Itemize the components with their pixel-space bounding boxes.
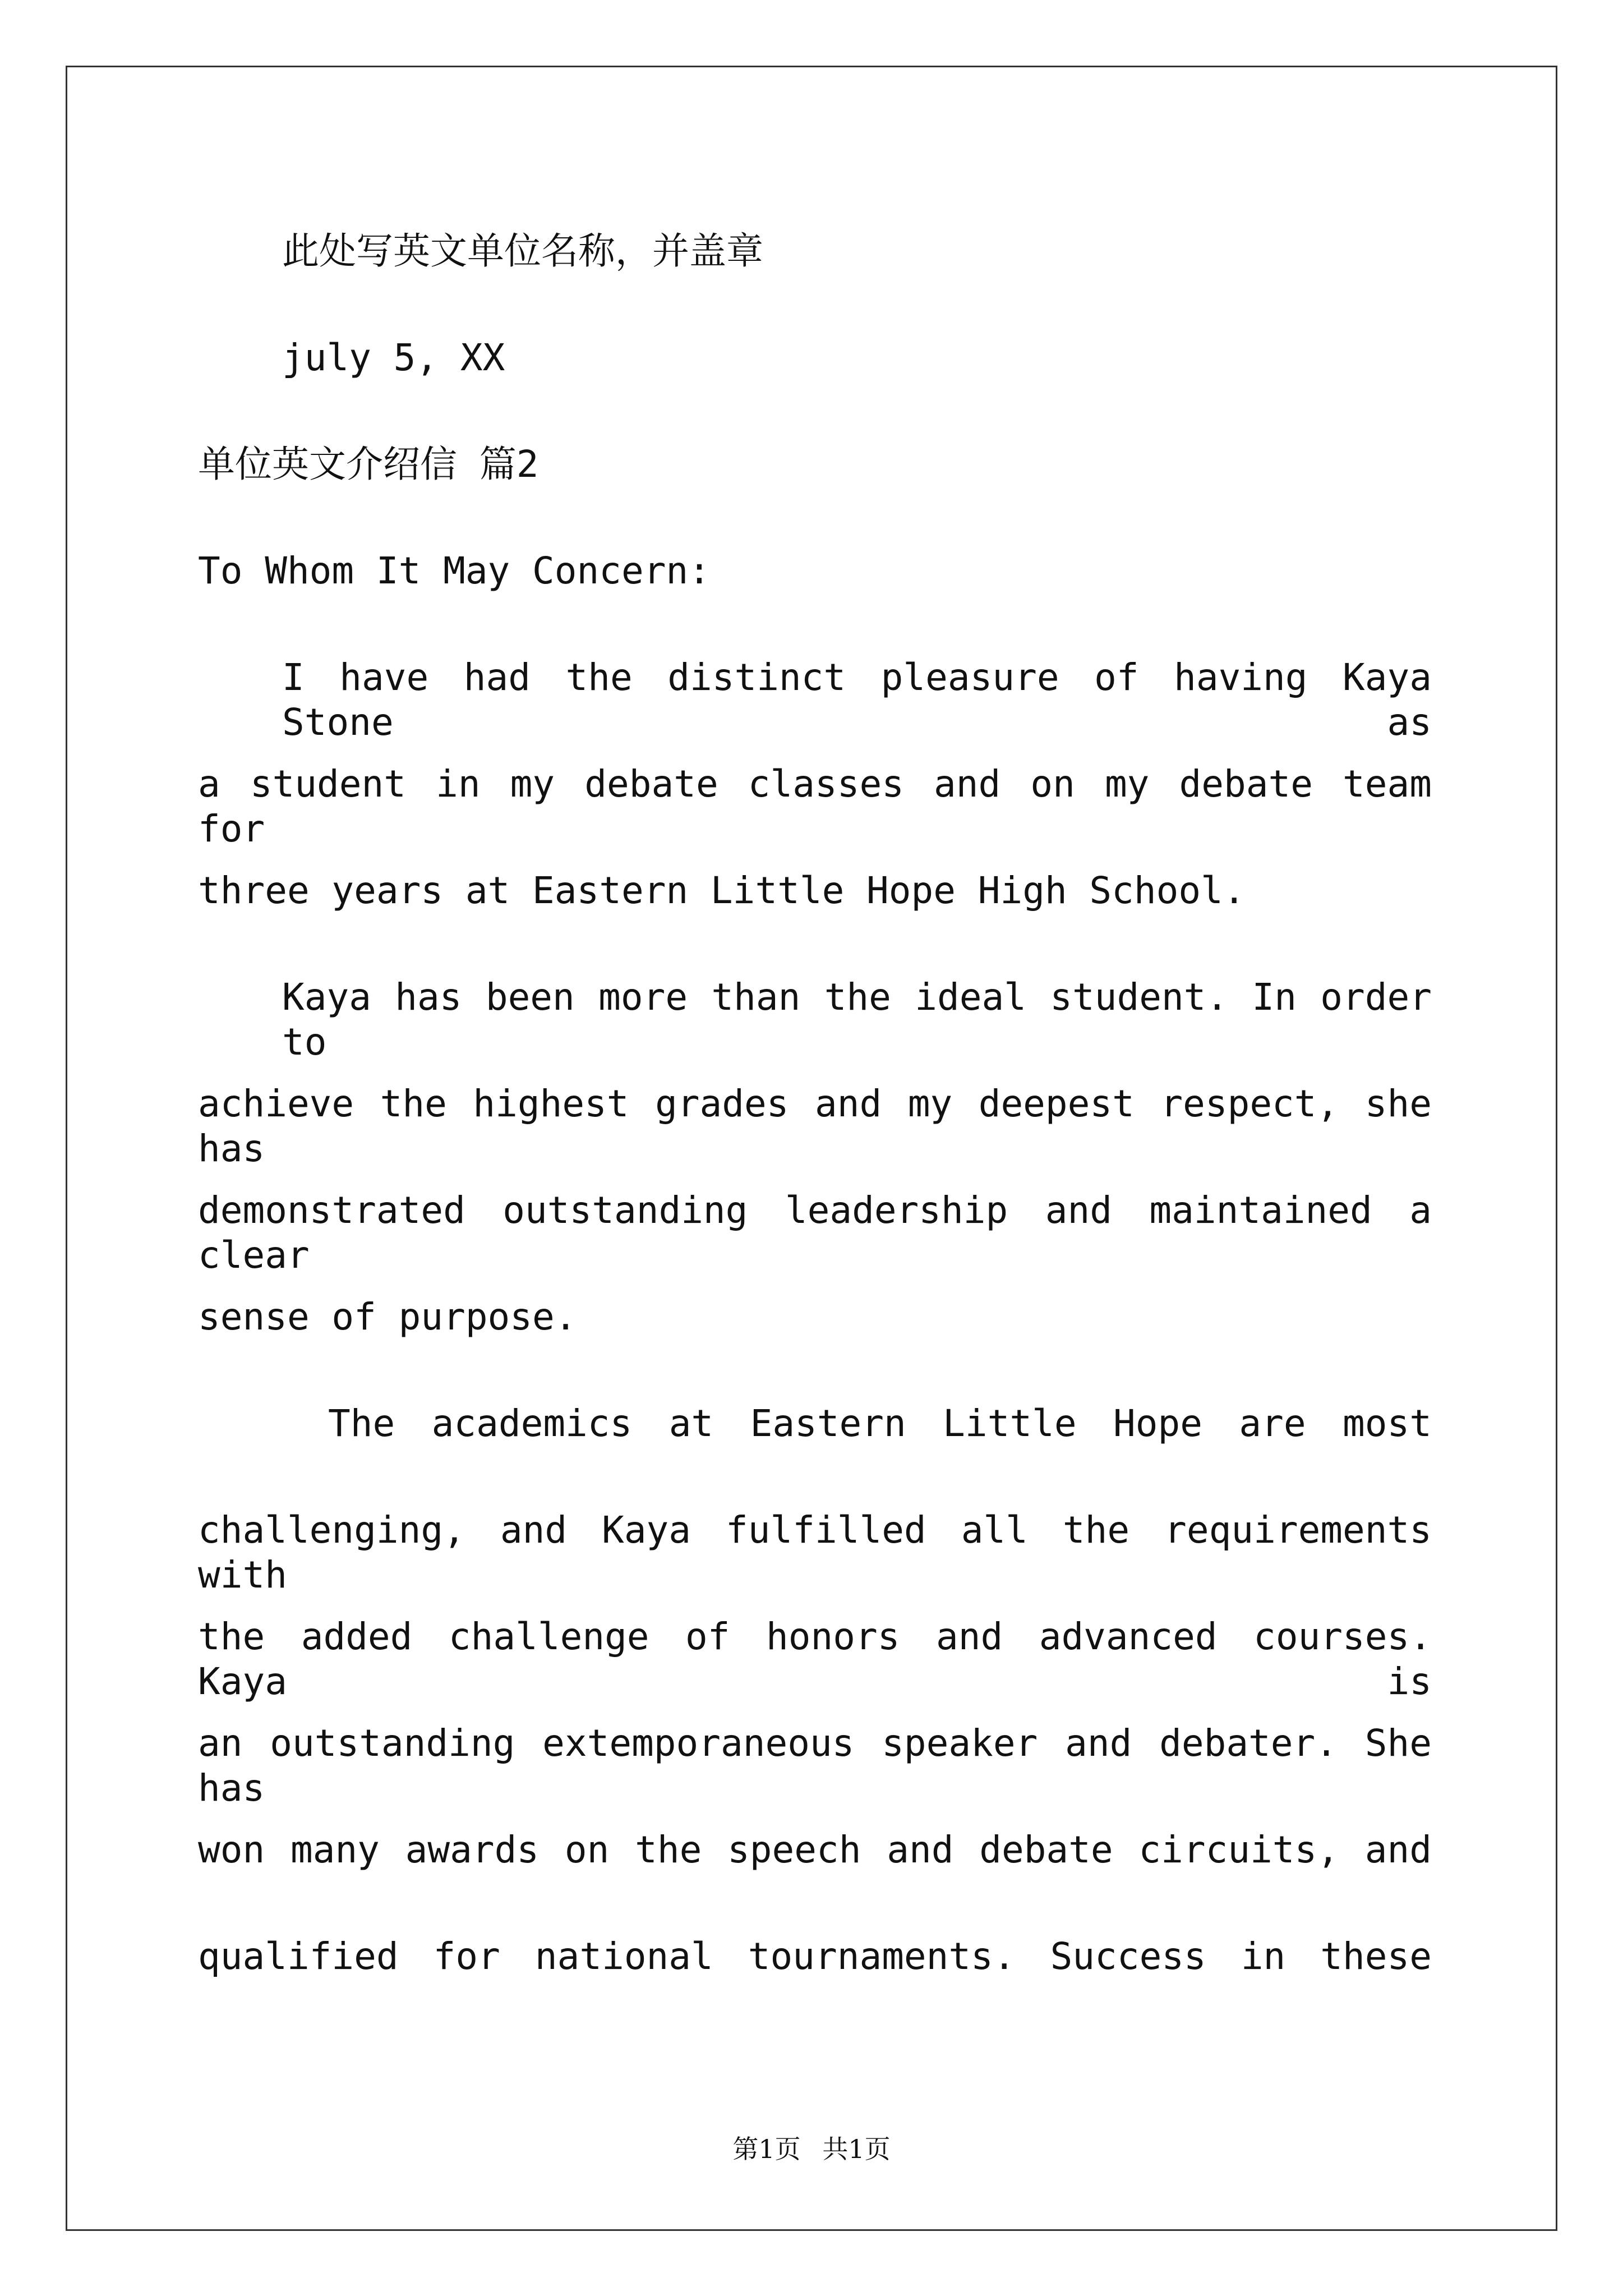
- paragraph-line: a student in my debate classes and on my debate team for: [198, 762, 1432, 850]
- page-footer: [0, 2129, 1623, 2166]
- paragraph-line: I have had the distinct pleasure of having Kaya Stone as: [282, 656, 1432, 744]
- paragraph-line: achieve the highest grades and my deepest respect, she has: [198, 1082, 1432, 1170]
- paragraph-line: the added challenge of honors and advanced courses. Kaya is: [198, 1615, 1432, 1703]
- salutation: To Whom It May Concern:: [198, 549, 711, 592]
- letter-date: july 5, XX: [282, 336, 505, 379]
- paragraph-line: demonstrated outstanding leadership and maintained a clear: [198, 1189, 1432, 1277]
- page-number: 第1页: [732, 2134, 801, 2164]
- paragraph-line: sense of purpose.: [198, 1295, 577, 1338]
- paragraph-line: an outstanding extemporaneous speaker and debater. She has: [198, 1722, 1432, 1810]
- section-heading: 单位英文介绍信 篇2: [198, 443, 539, 486]
- paragraph-line: won many awards on the speech and debate circuits, and: [198, 1828, 1432, 1871]
- paragraph-line: challenging, and Kaya fulfilled all the requirements with: [198, 1508, 1432, 1596]
- paragraph-line: Kaya has been more than the ideal student. In order to: [282, 976, 1432, 1064]
- paragraph-line: The academics at Eastern Little Hope are most: [328, 1402, 1432, 1445]
- paragraph-line: three years at Eastern Little Hope High School.: [198, 869, 1246, 912]
- page-total: 共1页: [822, 2134, 891, 2164]
- company-name-placeholder: 此处写英文单位名称，并盖章: [282, 229, 763, 273]
- paragraph-line: qualified for national tournaments. Success in these: [198, 1935, 1432, 1978]
